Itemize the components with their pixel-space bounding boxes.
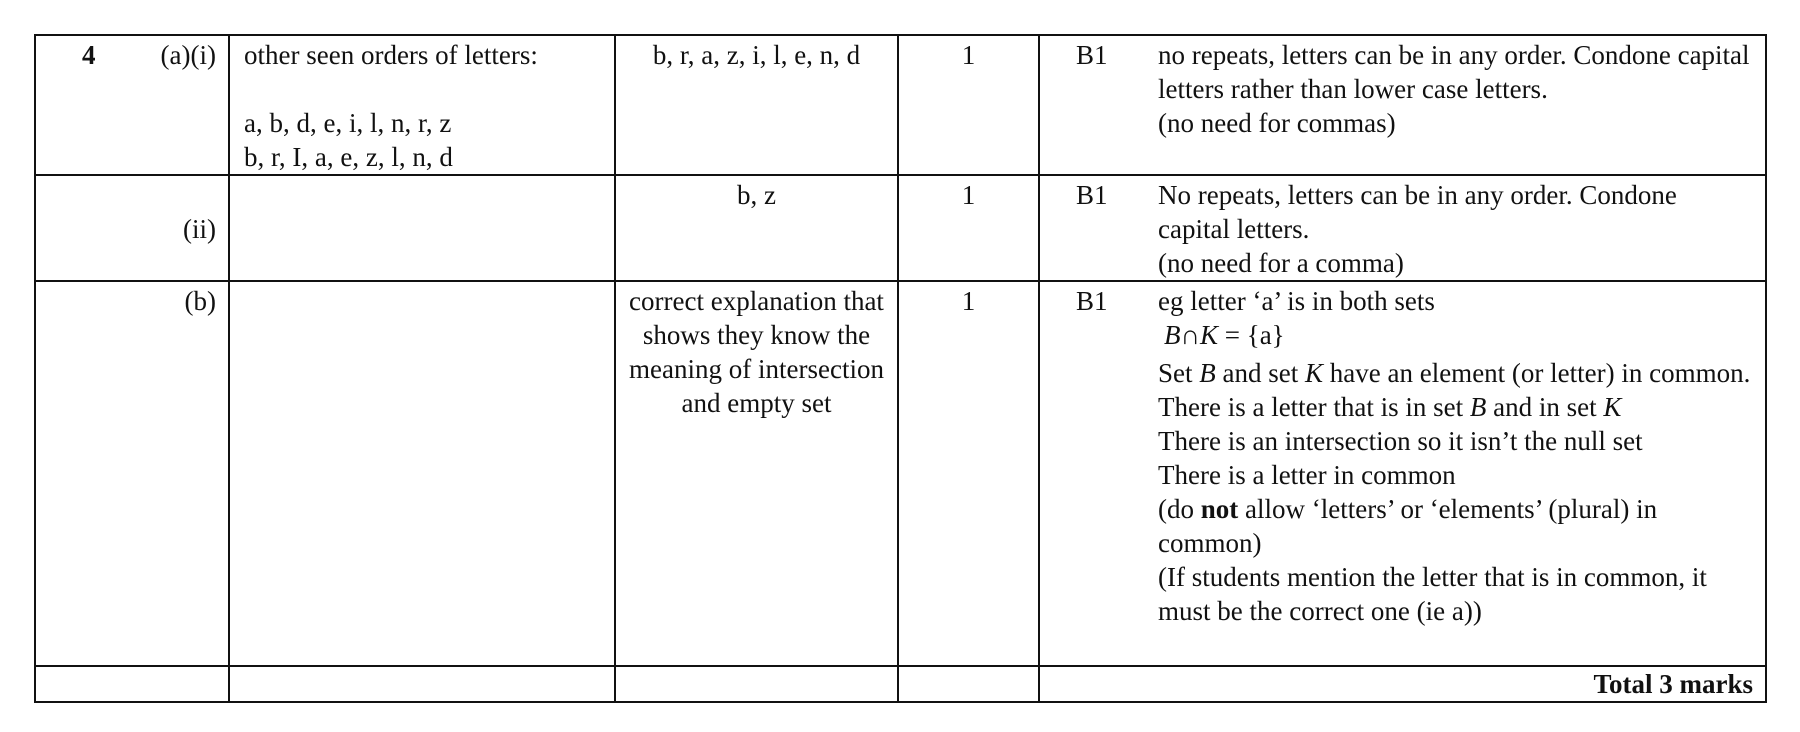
guidance-line: no repeats, letters can be in any order. Condone capital letters rather than lower case letters.	[1158, 40, 1750, 104]
question-number: 4	[82, 40, 96, 70]
question-cell	[35, 175, 229, 281]
working-line: b, r, I, a, e, z, l, n, d	[244, 142, 453, 172]
answer-cell: b, z	[615, 175, 898, 281]
mark-code: B1	[1076, 180, 1108, 210]
guidance-cell	[1039, 175, 1766, 281]
mark-cell: 1	[898, 175, 1039, 281]
guidance-line: (no need for a comma)	[1158, 248, 1404, 278]
guidance-cell	[1039, 281, 1766, 666]
guidance-line: Set B and set K have an element (or letter) in common.	[1158, 358, 1751, 388]
emphasis-not: not	[1200, 494, 1239, 524]
working-line: a, b, d, e, i, l, n, r, z	[244, 108, 452, 138]
guidance-notes	[1158, 36, 1765, 140]
table-row	[35, 666, 1766, 702]
working-cell	[229, 175, 615, 281]
guidance-line: There is an intersection so it isn’t the null set	[1158, 426, 1643, 456]
mark-cell: 1	[898, 35, 1039, 175]
equals-set-a: = {a}	[1218, 320, 1285, 350]
intersection-symbol: ∩	[1180, 320, 1200, 350]
guidance-line: No repeats, letters can be in any order. Condone capital letters.	[1158, 180, 1677, 244]
table-row	[35, 281, 1766, 666]
table-row	[35, 35, 1766, 175]
set-k-symbol: K	[1603, 392, 1622, 422]
intersection-expression	[1158, 318, 1755, 352]
set-b-symbol: B	[1469, 392, 1487, 422]
mark-scheme-table	[34, 34, 1767, 703]
guidance-line: There is a letter that is in set B and in set K	[1158, 392, 1622, 422]
answer-cell: correct explanation that shows they know the meaning of intersection and empty set	[615, 281, 898, 666]
guidance-line: (do not allow ‘letters’ or ‘elements’ (plural) in common)	[1158, 494, 1658, 558]
question-cell	[35, 35, 229, 175]
guidance-line: There is a letter in common	[1158, 460, 1456, 490]
question-part: (ii)	[183, 214, 216, 244]
guidance-line: eg letter ‘a’ is in both sets	[1158, 286, 1435, 316]
set-b-symbol: B	[1199, 358, 1216, 388]
guidance-cell	[1039, 35, 1766, 175]
mark-code: B1	[1076, 40, 1108, 70]
question-cell	[35, 281, 229, 666]
guidance-notes	[1158, 176, 1765, 280]
guidance-notes	[1158, 282, 1765, 628]
set-k-symbol: K	[1305, 358, 1324, 388]
guidance-line: (no need for commas)	[1158, 108, 1396, 138]
guidance-line: (If students mention the letter that is in common, it must be the correct one (ie a))	[1158, 562, 1707, 626]
set-k-symbol: K	[1200, 320, 1219, 350]
answer-cell: b, r, a, z, i, l, e, n, d	[615, 35, 898, 175]
mark-cell: 1	[898, 281, 1039, 666]
set-b-symbol: B	[1164, 320, 1181, 350]
table-row	[35, 175, 1766, 281]
question-part: (a)(i)	[160, 40, 216, 70]
working-cell	[229, 35, 615, 175]
working-cell	[229, 281, 615, 666]
mark-code: B1	[1076, 286, 1108, 316]
mark-scheme	[34, 34, 1767, 703]
question-part: (b)	[184, 286, 216, 316]
total-marks: Total 3 marks	[1039, 666, 1766, 702]
working-heading: other seen orders of letters:	[244, 40, 538, 70]
